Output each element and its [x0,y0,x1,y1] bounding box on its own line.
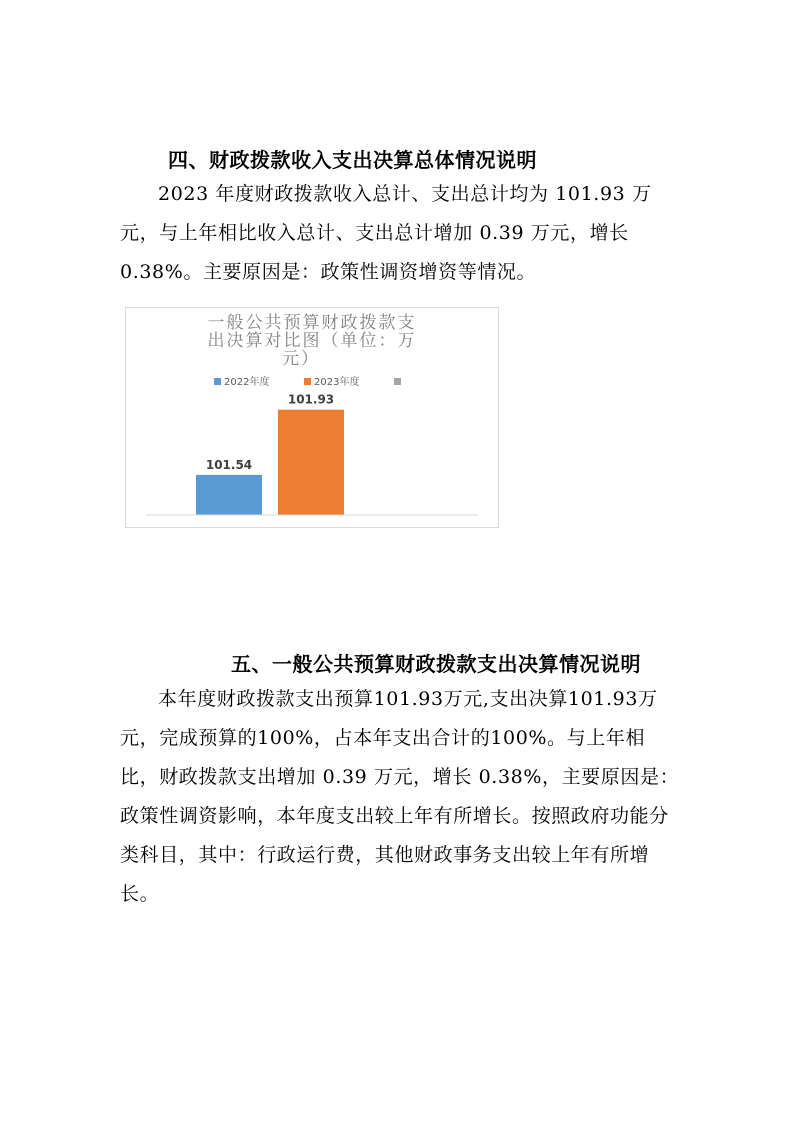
chart-canvas [126,308,498,527]
bar-2022年度 [196,475,262,515]
chart-title-line-1: 一般公共预算财政拨款支 [207,313,417,333]
chart-title-line-2: 出决算对比图（单位：万 [207,331,417,351]
bar-chart [125,307,499,528]
section4-paragraph: 2023 年度财政拨款收入总计、支出总计均为 101.93 万元，与上年相比收入总计、支出总计增加 0.39 万元，增长 0.38%。主要原因是：政策性调资增资等情况。 [120,183,652,283]
bar-2023年度 [278,410,344,515]
legend-label-2: 2023年度 [314,377,360,388]
section5-paragraph: 本年度财政拨款支出预算101.93万元,支出决算101.93万元，完成预算的100%，占本年支出合计的100%。与上年相比，财政拨款支出增加 0.39 万元，增长 0.38%，主要原因是：政策性调资影响，本年度支出较上年有所增长。按照政府功能分类科目，其中：行政运行费，其他财政事务支出较上年有所增长。 [120,688,680,905]
chart-legend [214,375,401,388]
legend-swatch-3 [394,378,401,385]
data-label-2023年度: 101.93 [287,392,335,407]
legend-swatch-1 [214,378,221,385]
section5-heading: 五、一般公共预算财政拨款支出决算情况说明 [231,652,641,676]
legend-label-1: 2022年度 [224,377,270,388]
chart-bars [196,393,344,515]
data-label-2022年度: 101.54 [205,457,253,472]
chart-title-line-3: 元） [282,349,320,369]
legend-swatch-2 [304,378,311,385]
section4-heading: 四、财政拨款收入支出决算总体情况说明 [168,148,537,172]
